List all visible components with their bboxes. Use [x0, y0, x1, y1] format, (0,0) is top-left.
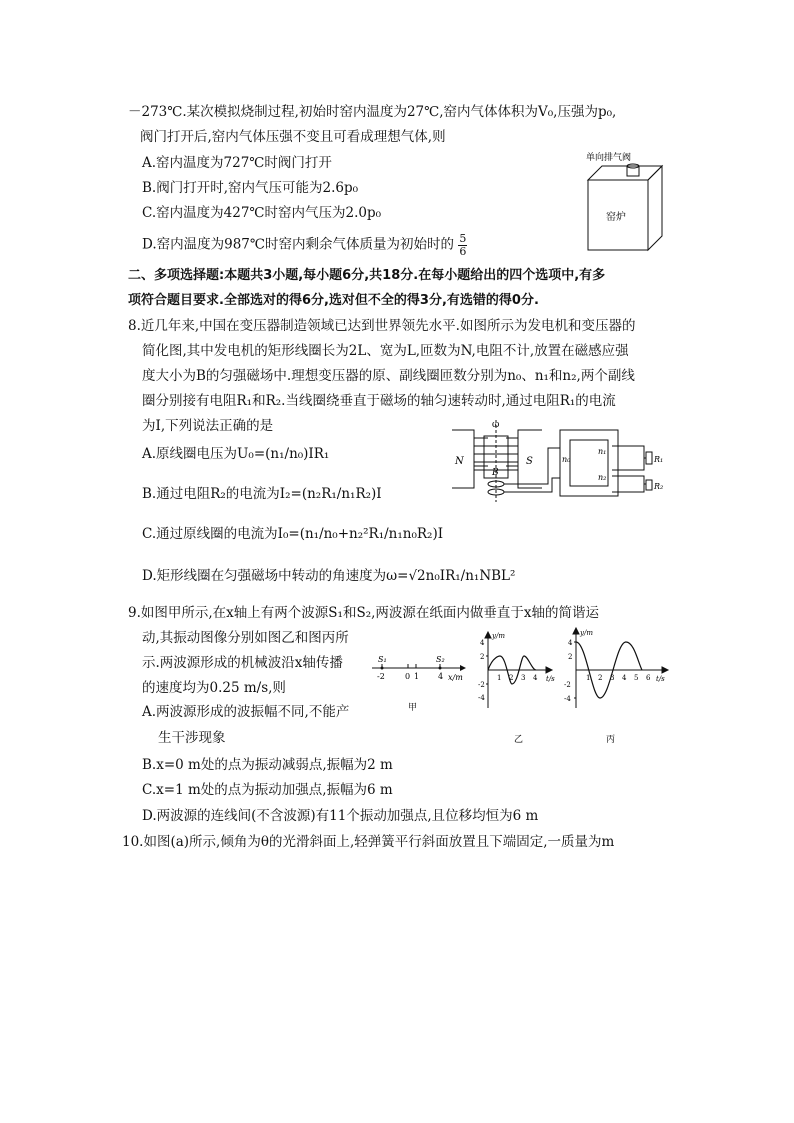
source-s2-dot — [439, 667, 442, 670]
q8-stem-3: 度大小为B的匀强磁场中.理想变压器的原、副线圈匝数分别为n₀、n₁和n₂,两个副线 — [142, 368, 635, 384]
source-s1-dot — [381, 667, 384, 670]
yi-xtick-2: 2 — [509, 674, 514, 682]
wave-source-axis-figure — [368, 650, 472, 714]
bing-xtick-3: 3 — [610, 674, 615, 682]
q7-option-d-text: D.窑内温度为987℃时窑内剩余气体质量为初始时的 — [142, 236, 455, 253]
q7-fraction — [458, 233, 467, 257]
bing-ytick-4: 4 — [568, 639, 573, 647]
b-field-label: B — [492, 468, 499, 478]
yi-xtick-3: 3 — [521, 674, 526, 682]
yi-xtick-4: 4 — [533, 674, 538, 682]
yi-ytick-4: 4 — [480, 639, 485, 647]
fig-bing-caption: 丙 — [606, 735, 616, 745]
tick-0: 0 — [405, 672, 411, 681]
intro-line-1: －273℃.某次模拟烧制过程,初始时窑内温度为27℃,窑内气体体积为V₀,压强为p₀, — [128, 104, 617, 120]
q9-option-a-line1: A.两波源形成的波振幅不同,不能产 — [142, 704, 350, 720]
q8-stem-1: 8.近几年来,中国在变压器制造领域已达到世界领先水平.如图所示为发电机和变压器的 — [128, 318, 636, 334]
q8-option-a: A.原线圈电压为U₀=(n₁/n₀)IR₁ — [142, 446, 330, 462]
yi-ytick-2: 2 — [480, 653, 485, 661]
n2-label: n₂ — [598, 473, 607, 482]
bing-ytick-neg4: -4 — [564, 695, 571, 703]
valve-label: 单向排气阀 — [586, 153, 632, 163]
bing-xtick-5: 5 — [634, 674, 639, 682]
q7-option-a: A.窑内温度为727℃时阀门打开 — [142, 155, 332, 171]
q8-stem-5: 为I,下列说法正确的是 — [142, 418, 274, 434]
generator-transformer-figure — [448, 418, 674, 506]
s1-label: S₁ — [378, 655, 387, 664]
q7-option-d — [142, 233, 467, 257]
q10-stem: 10.如图(a)所示,倾角为θ的光滑斜面上,轻弹簧平行斜面放置且下端固定,一质量为m — [122, 834, 615, 850]
section2-line-1: 二、多项选择题:本题共3小题,每小题6分,共18分.在每小题给出的四个选项中,有多 — [128, 268, 606, 283]
n0-label: n₀ — [562, 455, 571, 464]
bing-xtick-4: 4 — [622, 674, 627, 682]
section2-line-2: 项符合题目要求.全部选对的得6分,选对但不全的得3分,有选错的得0分. — [128, 293, 539, 308]
q9-stem-4: 的速度均为0.25 m/s,则 — [142, 680, 286, 696]
yi-xtick-1: 1 — [497, 674, 502, 682]
n-pole-label: N — [455, 456, 464, 467]
tick-4: 4 — [438, 672, 444, 681]
q7-fraction-num: 5 — [459, 232, 467, 245]
q7-option-c: C.窑内温度为427℃时窑内气压为2.0p₀ — [142, 205, 382, 221]
yi-ytick-neg2: -2 — [478, 681, 485, 689]
bing-xtick-1: 1 — [586, 674, 591, 682]
q9-option-b: B.x=0 m处的点为振动减弱点,振幅为2 m — [142, 757, 393, 773]
q9-stem-3: 示.两波源形成的机械波沿x轴传播 — [142, 655, 343, 671]
q9-option-c: C.x=1 m处的点为振动加强点,振幅为6 m — [142, 782, 393, 798]
s-pole-label: S — [526, 456, 533, 467]
bing-ylabel: y/m — [580, 629, 593, 637]
yi-xlabel: t/s — [546, 675, 555, 683]
q8-option-b: B.通过电阻R₂的电流为I₂=(n₂R₁/n₁R₂)I — [142, 486, 382, 502]
q8-stem-4: 圈分别接有电阻R₁和R₂.当线圈绕垂直于磁场的轴匀速转动时,通过电阻R₁的电流 — [142, 393, 616, 409]
yi-ylabel: y/m — [492, 632, 505, 640]
bing-ytick-neg2: -2 — [564, 681, 571, 689]
kiln-figure — [580, 148, 672, 258]
n1-label: n₁ — [598, 447, 607, 456]
tick-neg2: -2 — [377, 672, 385, 681]
tick-1: 1 — [414, 672, 420, 681]
q9-stem-1: 9.如图甲所示,在x轴上有两个波源S₁和S₂,两波源在纸面内做垂直于x轴的简谐运 — [128, 605, 600, 621]
q7-option-b: B.阀门打开时,窑内气压可能为2.6p₀ — [142, 180, 359, 196]
bing-xtick-2: 2 — [598, 674, 603, 682]
q8-option-d: D.矩形线圈在匀强磁场中转动的角速度为ω=√2n₀IR₁/n₁NBL² — [142, 568, 516, 584]
bing-xtick-6: 6 — [646, 674, 651, 682]
x-axis-label: x/m — [448, 673, 463, 682]
s2-label: S₂ — [436, 655, 445, 664]
r2-label: R₂ — [654, 482, 664, 491]
q8-option-c: C.通过原线圈的电流为I₀=(n₁/n₀+n₂²R₁/n₁n₀R₂)I — [142, 526, 444, 542]
omega-label: ω — [492, 420, 500, 430]
q9-option-a-line2: 生干涉现象 — [158, 730, 226, 746]
r1-label: R₁ — [654, 455, 664, 464]
q8-stem-2: 简化图,其中发电机的矩形线圈长为2L、宽为L,匝数为N,电阻不计,放置在磁感应强 — [142, 343, 629, 359]
kiln-label: 窑炉 — [606, 212, 626, 223]
yi-ytick-neg4: -4 — [478, 694, 485, 702]
fig-jia-caption: 甲 — [408, 703, 418, 713]
source2-vibration-chart — [564, 624, 674, 746]
q7-fraction-den: 6 — [459, 244, 467, 258]
fig-yi-caption: 乙 — [514, 735, 524, 745]
bing-xlabel: t/s — [656, 675, 665, 683]
bing-ytick-2: 2 — [568, 653, 573, 661]
q9-option-d: D.两波源的连线间(不含波源)有11个振动加强点,且位移均恒为6 m — [142, 808, 539, 824]
intro-line-2: 阀门打开后,窑内气体压强不变且可看成理想气体,则 — [140, 129, 446, 145]
q9-stem-2: 动,其振动图像分别如图乙和图丙所 — [142, 630, 349, 646]
source1-vibration-chart — [478, 628, 558, 746]
